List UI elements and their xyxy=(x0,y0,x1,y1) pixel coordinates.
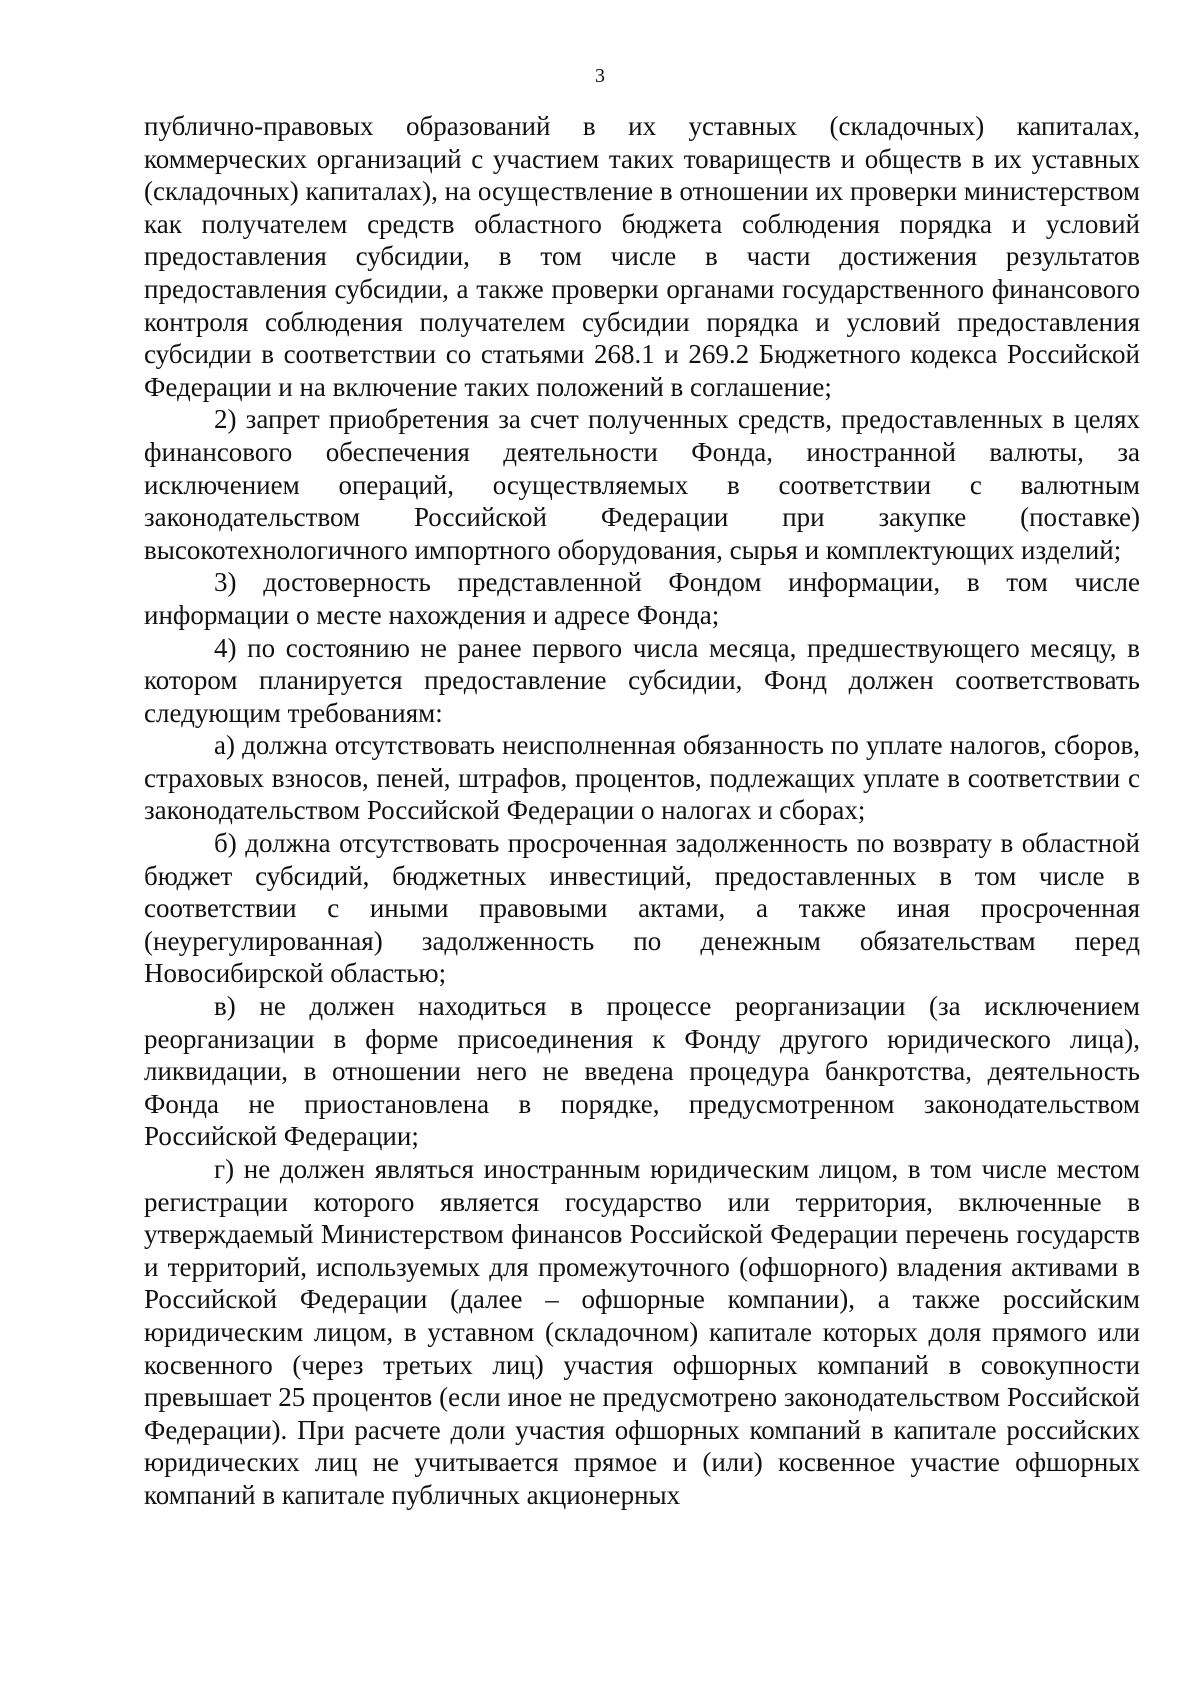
paragraph-subitem-b: б) должна отсутствовать просроченная задолженность по возврату в областной бюджет субсидий, бюджетных инвестиций, предоставленных в том числе в соответствии с иными правовыми актами, а также иная просроченная (неурегулированная) задолженность по денежным обязательствам перед Новосибирской областью; xyxy=(144,828,1140,989)
paragraph-item-4: 4) по состоянию не ранее первого числа месяца, предшествующего месяцу, в котором планируется предоставление субсидии, Фонд должен соответствовать следующим требованиям: xyxy=(144,632,1140,728)
paragraph-item-2: 2) запрет приобретения за счет полученных средств, предоставленных в целях финансового обеспечения деятельности Фонда, иностранной валюты, за исключением операций, осуществляемых в соответствии с валютным законодательством Российской Федерации при закупке (поставке) высокотехнологичного импортного оборудования, сырья и комплектующих изделий; xyxy=(144,404,1140,565)
paragraph-continuation: публично-правовых образований в их уставных (складочных) капиталах, коммерческих организаций с участием таких товариществ и обществ в их уставных (складочных) капиталах), на осуществление в отношении их проверки министерством как получателем средств областного бюджета соблюдения порядка и условий предоставления субсидии, в том числе в части достижения результатов предоставления субсидии, а также проверки органами государственного финансового контроля соблюдения получателем субсидии порядка и условий предоставления субсидии в соответствии со статьями 268.1 и 269.2 Бюджетного кодекса Российской Федерации и на включение таких положений в соглашение; xyxy=(144,111,1140,402)
paragraph-subitem-v: в) не должен находиться в процессе реорганизации (за исключением реорганизации в форме присоединения к Фонду другого юридического лица), ликвидации, в отношении него не введена процедура банкротства, деятельность Фонда не приостановлена в порядке, предусмотренном законодательством Российской Федерации; xyxy=(144,991,1140,1152)
document-body xyxy=(144,110,1140,1512)
paragraph-item-3: 3) достоверность представленной Фондом информации, в том числе информации о месте нахождения и адресе Фонда; xyxy=(144,567,1140,630)
paragraph-subitem-a: а) должна отсутствовать неисполненная обязанность по уплате налогов, сборов, страховых взносов, пеней, штрафов, процентов, подлежащих уплате в соответствии с законодательством Российской Федерации о налогах и сборах; xyxy=(144,730,1140,826)
page-number: 3 xyxy=(595,65,605,87)
paragraph-subitem-g: г) не должен являться иностранным юридическим лицом, в том числе местом регистрации которого является государство или территория, включенные в утверждаемый Министерством финансов Российской Федерации перечень государств и территорий, используемых для промежуточного (офшорного) владения активами в Российской Федерации (далее – офшорные компании), а также российским юридическим лицом, в уставном (складочном) капитале которых доля прямого или косвенного (через третьих лиц) участия офшорных компаний в совокупности превышает 25 процентов (если иное не предусмотрено законодательством Российской Федерации). При расчете доли участия офшорных компаний в капитале российских юридических лиц не учитывается прямое и (или) косвенное участие офшорных компаний в капитале публичных акционерных xyxy=(144,1154,1140,1510)
